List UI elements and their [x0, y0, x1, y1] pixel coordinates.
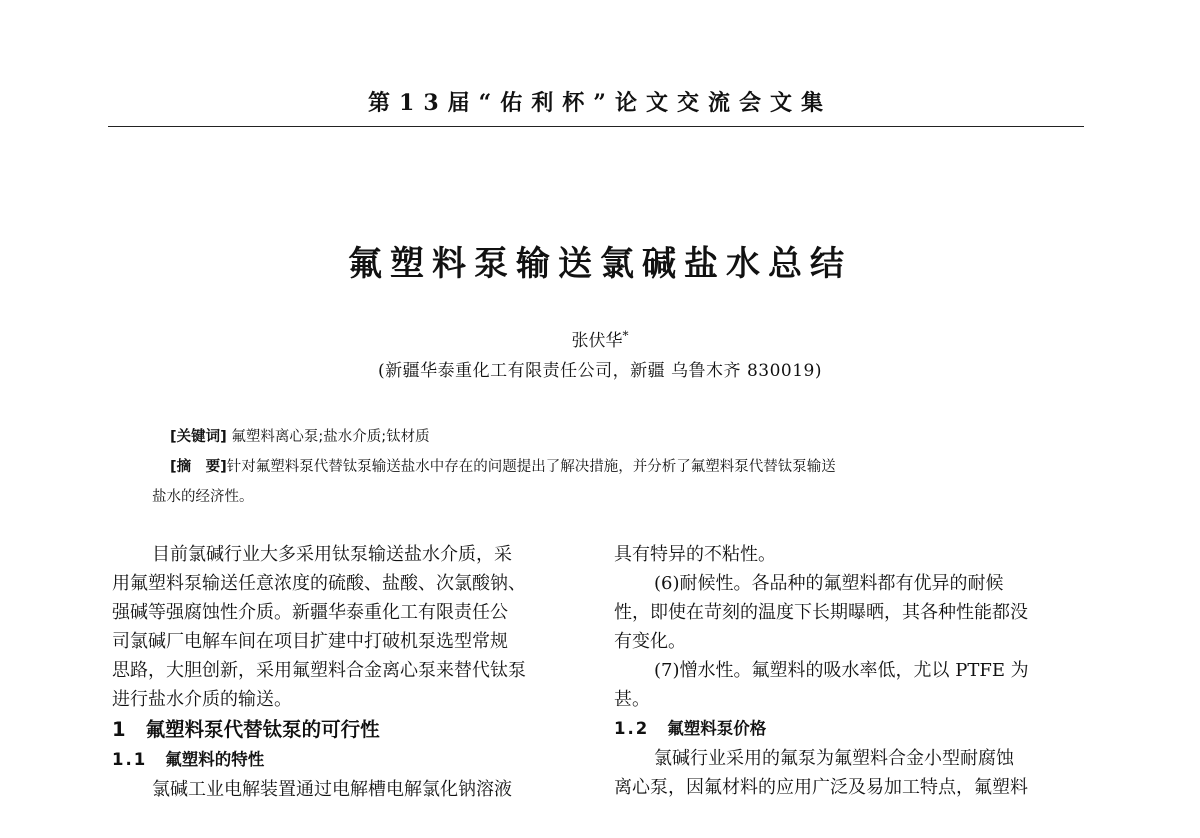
- right-column: [614, 540, 1084, 802]
- affiliation: (新疆华泰重化工有限责任公司，新疆 乌鲁木齐 830019): [378, 361, 822, 381]
- section-number: 1.1: [112, 750, 148, 769]
- author: [0, 326, 1200, 351]
- section-title: 氟塑料泵价格: [667, 719, 767, 738]
- section-title: 氟塑料泵代替钛泵的可行性: [145, 718, 380, 741]
- body-line: 司氯碱厂电解车间在项目扩建中打破机泵选型常规: [112, 631, 508, 652]
- keywords-label: [关键词]: [170, 429, 227, 445]
- abstract-text-line-1: 针对氟塑料泵代替钛泵输送盐水中存在的问题提出了解决措施，并分析了氟塑料泵代替钛泵输送: [226, 459, 836, 475]
- section-number: 1.2: [614, 719, 650, 738]
- author-name: 张伏华: [571, 331, 623, 351]
- keywords: [170, 425, 430, 446]
- body-line: 进行盐水介质的输送。: [112, 689, 292, 710]
- section-heading-1: [112, 714, 578, 745]
- header-rule: [108, 126, 1084, 127]
- body-line: 甚。: [614, 689, 650, 710]
- body-line: 目前氯碱行业大多采用钛泵输送盐水介质，采: [152, 544, 512, 565]
- body-line: 有变化。: [614, 631, 686, 652]
- section-number: 1: [112, 718, 126, 741]
- section-title: 氟塑料的特性: [165, 750, 265, 769]
- paper-title: 氟塑料泵输送氯碱盐水总结: [348, 244, 852, 284]
- abstract-text-line-2: 盐水的经济性。: [152, 489, 254, 505]
- keywords-text: 氟塑料离心泵;盐水介质;钛材质: [231, 429, 430, 445]
- body-line: 性，即使在苛刻的温度下长期曝晒，其各种性能都没: [614, 602, 1028, 623]
- body-line: 用氟塑料泵输送任意浓度的硫酸、盐酸、次氯酸钠、: [112, 573, 526, 594]
- body-line: 离心泵，因氟材料的应用广泛及易加工特点，氟塑料: [614, 777, 1028, 798]
- body-line: (7)憎水性。氟塑料的吸水率低，尤以 PTFE 为: [654, 660, 1029, 681]
- abstract-label: [摘 要]: [170, 459, 227, 475]
- section-heading-1-2: [614, 714, 1084, 744]
- left-column: [112, 540, 578, 804]
- author-footnote-mark: *: [622, 328, 629, 343]
- section-heading-1-1: [112, 745, 578, 775]
- running-header: 第13届“佑利杯”论文交流会文集: [368, 90, 832, 116]
- body-line: 氯碱行业采用的氟泵为氟塑料合金小型耐腐蚀: [654, 748, 1014, 769]
- abstract: [170, 455, 836, 476]
- body-line: 具有特异的不粘性。: [614, 544, 776, 565]
- body-line: 氯碱工业电解装置通过电解槽电解氯化钠溶液: [152, 779, 512, 800]
- body-line: (6)耐候性。各品种的氟塑料都有优异的耐候: [654, 573, 1004, 594]
- body-line: 强碱等强腐蚀性介质。新疆华泰重化工有限责任公: [112, 602, 508, 623]
- body-line: 思路，大胆创新，采用氟塑料合金离心泵来替代钛泵: [112, 660, 526, 681]
